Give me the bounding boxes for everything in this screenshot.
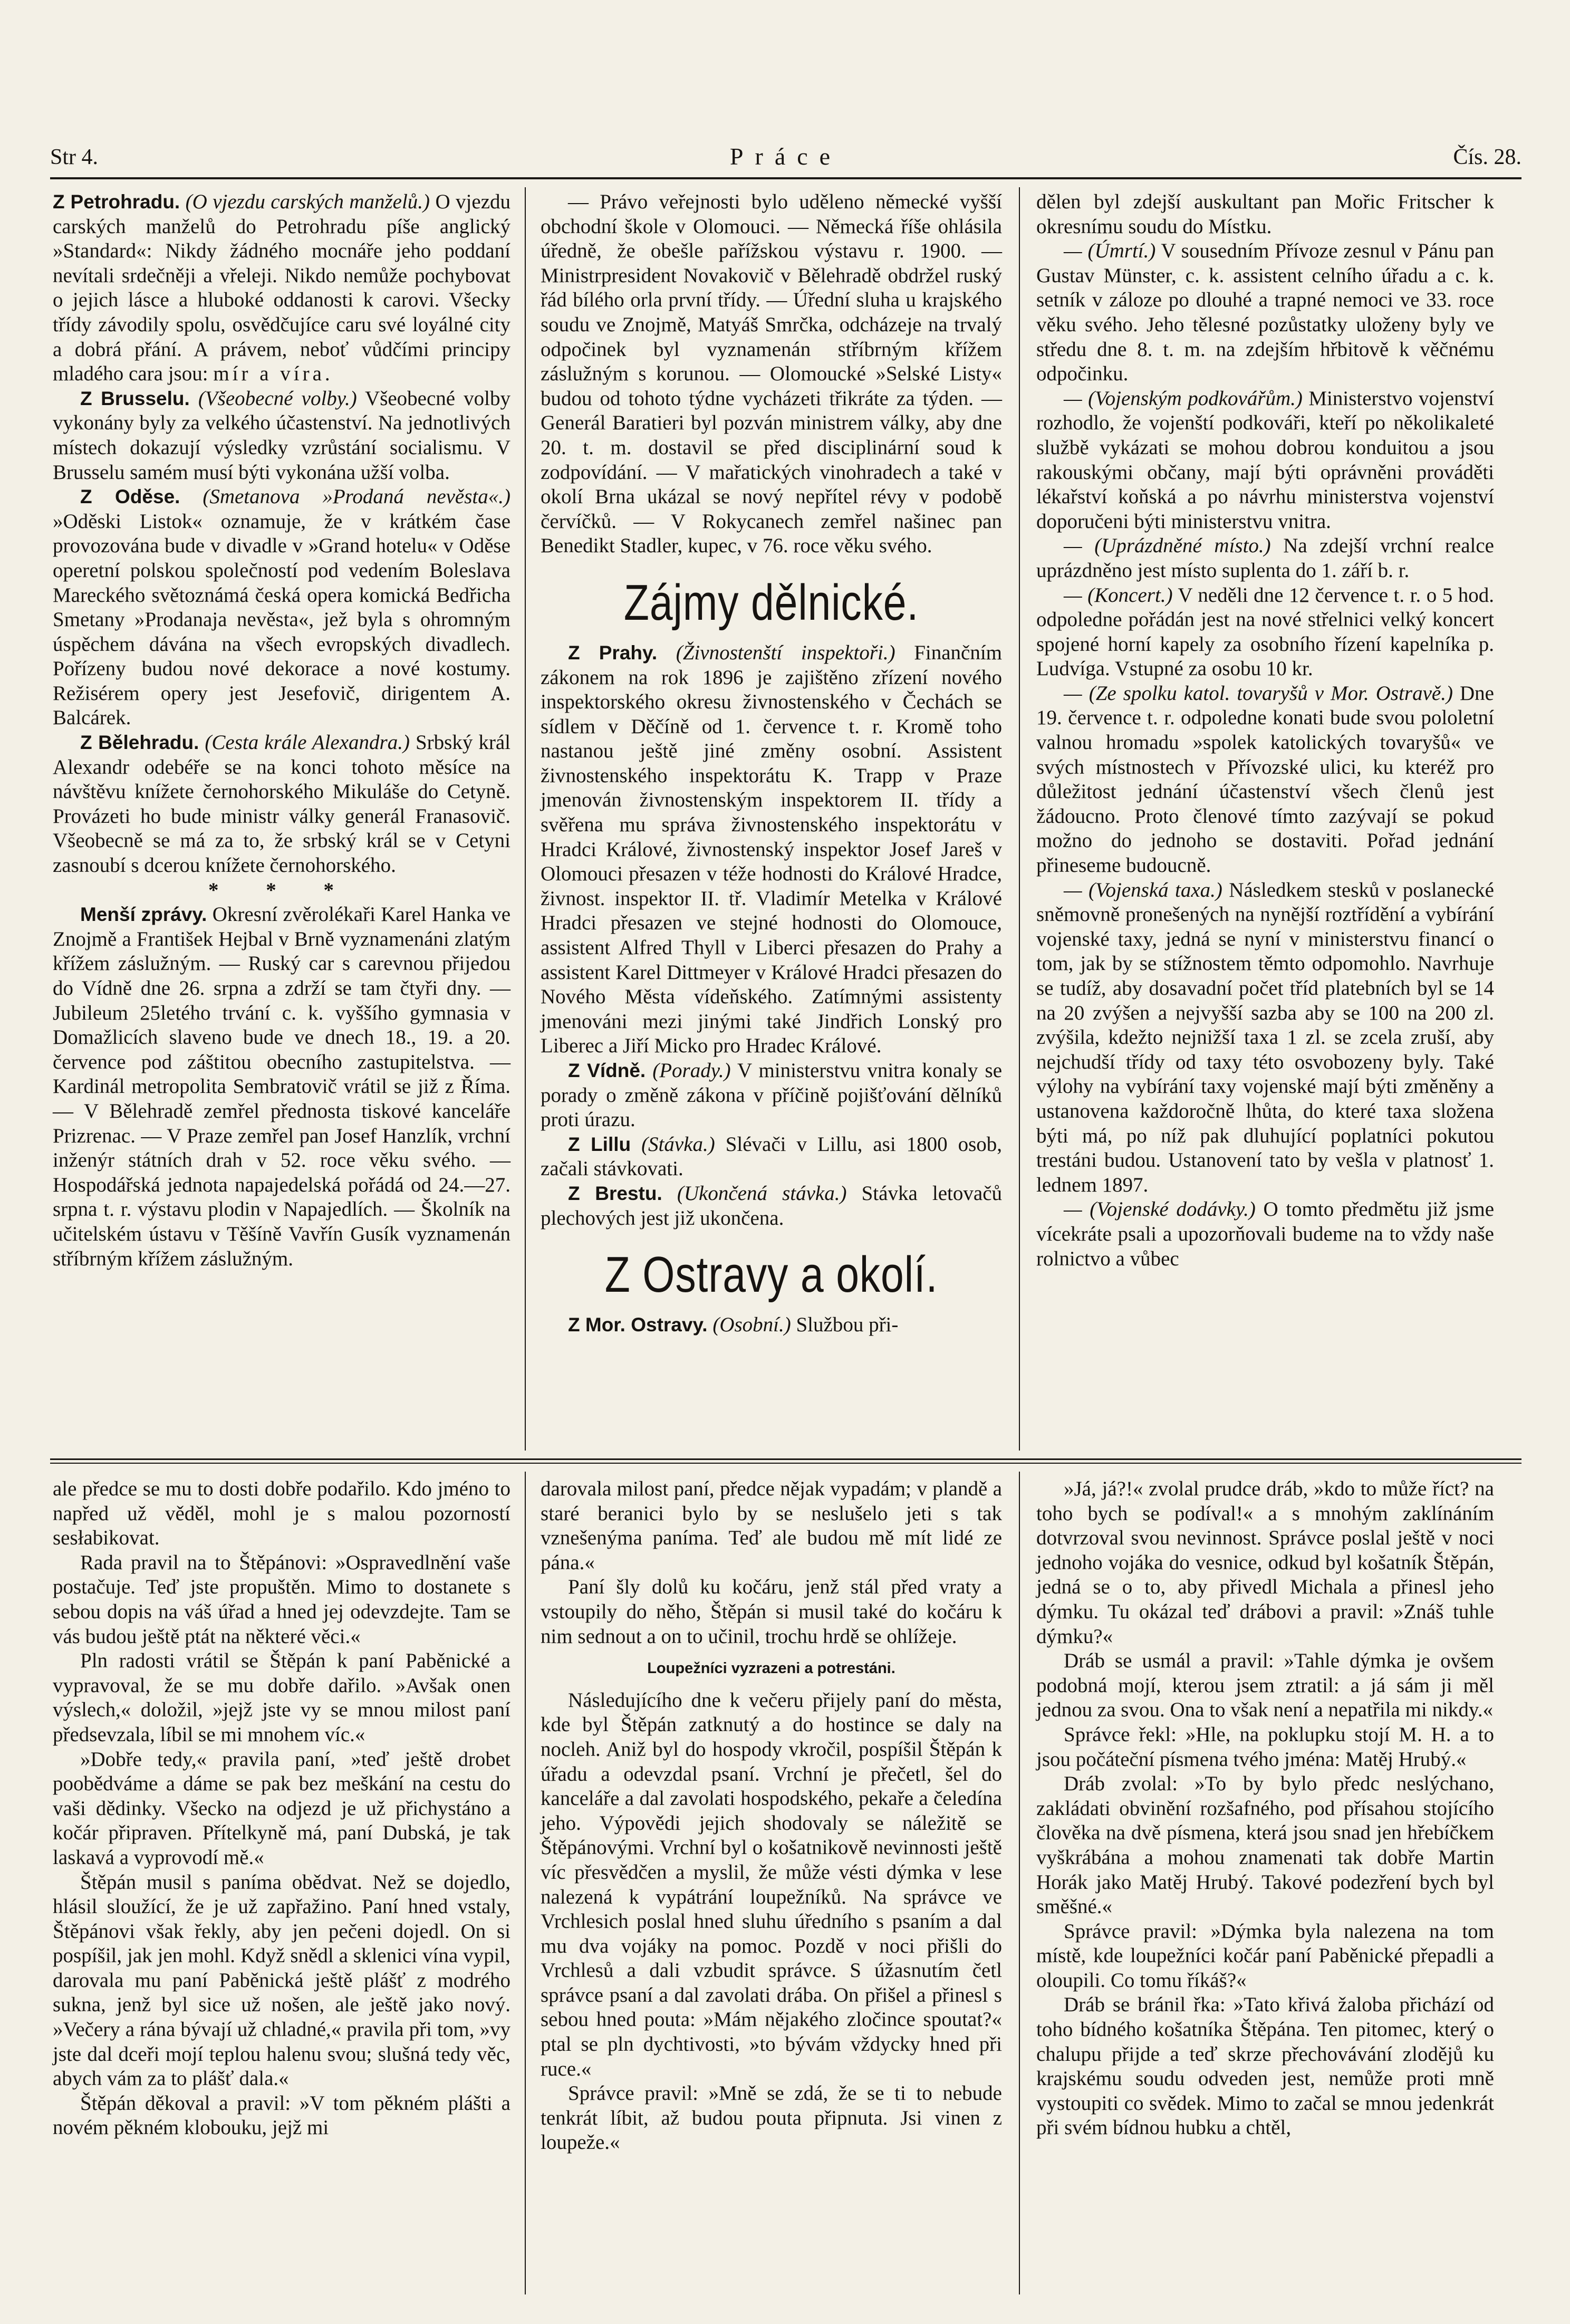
- article-petrohrad: Z Petrohradu. (O vjezdu carských manželů.) O vjezdu carských manželů do Petrohradu píše anglický »Standard«: Nikdy žádného mocnáře jeho poddaní nevítali srdečněji a vřeleji. Nikdo nemůže pochybovat o jejich lásce a hluboké oddanosti k carovi. Všecky třídy závodily spolu, osvědčujíce caru své loyálné city a dobrá přání. A právem, neboť vůdčími principy mladého cara jsou: mír a víra.: [53, 190, 511, 386]
- header-rule: [50, 177, 1521, 179]
- upper-column-3: [1036, 190, 1494, 1271]
- upper-column-2: [541, 190, 1002, 1338]
- article-praha: Z Prahy. (Živnostenští inspektoři.) Finančním zákonem na rok 1896 je zajištěno zřízení nového inspektorského okresu živnostenského v Čechách se sídlem v Děčíně od 1. července t. r. Kromě toho nastanou ještě jiné změny osobní. Assistent živnostenského inspektorátu K. Trapp v Praze jmenován živnostenským inspektorem II. třídy a svěřena mu správa živnostenského inspektorátu v Hradci Králové, živnostenský inspektor Josef Jareš v Olomouci přesazen v téže hodnosti do Králové Hradce, živnost. inspektor II. tř. Vladimír Metelka v Králové Hradci přesazen ve stejné hodnosti do Olomouce, assistent Alfred Thyll v Liberci přesazen do Prahy a assistent Karel Dittmeyer v Králové Hradci přesazen do Nového Města vídeňského. Zatímnými assistenty jmenováni mezi jinými také Jindřich Lonský pro Liberec a Jiří Micko pro Hradec Králové.: [541, 641, 1003, 1058]
- upper-column-1: [53, 190, 511, 1271]
- article-vojenske-dodavky: — (Vojenské dodávky.) O tomto předmětu již jsme vícekráte psali a upozorňovali budeme na to vždy naše rolnictvo a vůbec: [1036, 1198, 1495, 1270]
- column-rule: [525, 187, 526, 1451]
- story-paragraph: Dráb se bránil řka: »Tato křivá žaloba přichází od toho bídného košatníka Štěpána. Ten pitomec, který o chalupu přijde a teď skrze přechovávání zlodějů ku krajskému soudu odveden jest, nemůže proti mně vystoupiti co svědek. Mimo to začal se mnou jedenkrát při svém bídnou hubku a chtěl,: [1036, 1993, 1494, 2139]
- column-rule: [1019, 1472, 1020, 2294]
- headline-zajmy-delnicke: Zájmy dělnické.: [623, 574, 919, 631]
- news-continuation: — Právo veřejnosti bylo uděleno německé vyšší obchodní škole v Olomouci. — Německá říše ohlásila úředně, že obešle pařížskou výstavu r. 1900. — Ministrpresident Novakovič v Bělehradě obdržel ruský řád bílého orla první třídy. — Úřední sluha u krajského soudu ve Znojmě, Matyáš Smrčka, odcházeje na trvalý odpočinek byl vyznamenán stříbrným křížem záslužným s korunou. — Olomoucké »Selské Listy« budou od tohoto týdne vycházeti třikráte za týden. — Generál Baratieri byl pozván ministrem války, aby dne 20. t. m. dostavil se před disciplinární soud k zodpovídání. — V mařatických vinohradech a také v okolí Brna ukázal se nový nepřítel révy v podobě červíčků. — V Rokycanech zemřel našinec pan Benedikt Stadler, kupec, v 76. roce věku svého.: [541, 190, 1002, 558]
- article-brest: Z Brestu. (Ukončená stávka.) Stávka letovačů plechových jest již ukončena.: [541, 1182, 1003, 1230]
- article-vojenska-taxa: — (Vojenská taxa.) Následkem stesků v poslanecké sněmovně pronešených na nynější roztřídění a vybírání vojenské taxy, jedná se nyní v ministerstvu financí o tom, jak by se stížnostem těmto odpomohlo. Navrhuje se tudíž, aby dosavadní počet tříd platebních byl se 14 na 20 zvýšen a nejvyšší sazba aby se 100 na 200 zl. zvýšila, kdežto nejnižší taxa 1 zl. se zcela zruší, aby nejchudší třídy od taxy této osvobozeny byly. Také výlohy na vybírání taxy vojenské mají býti změněny a ustanovena každoročně lhůta, do které taxa složena býti má, po níž pak dluhující poplatníci pokutou trestáni budou. Ustanovení tato by vešla v platnosť 1. lednem 1897.: [1036, 878, 1494, 1196]
- lower-column-1: [53, 1477, 511, 2140]
- newspaper-title: Práce: [729, 143, 842, 170]
- article-odesa: Z Oděse. (Smetanova »Prodaná nevěsta«.) »Oděski Listok« oznamuje, že v krátkém čase provozována bude v divadle v »Grand hotelu« v Oděse operetní polskou společností pod vedením Boleslava Mareckého světoznámá česká opera komická Bedřicha Smetany »Prodanaja nevěsta«, jež byla s ohromným úspěchem dávána na všech evropských divadlech. Pořízeny budou nové dekorace a nové kostumy. Režisérem opery jest Jesefovič, dirigentem A. Balcárek.: [53, 485, 511, 729]
- story-paragraph: Správce řekl: »Hle, na poklupku stojí M. H. a to jsou počáteční písmena tvého jména: Matěj Hrubý.«: [1036, 1723, 1494, 1771]
- page-number: Str 4.: [50, 145, 99, 169]
- article-podkovari: — (Vojenským podkovářům.) Ministerstvo vojenství rozhodlo, že vojenští podkováři, kteří po několikaleté službě vykázati se mohou dobrou konduitou a jsou rakouskými občany, mají býti oprávněni prováděti lékařství koňská a po návrhu ministerstva vojenství doporučeni býti ministerstvu vnitra.: [1036, 387, 1494, 533]
- story-paragraph: Štěpán musil s paníma obědvat. Než se dojedlo, hlásil sloužící, že je už zapřažino. Paní hned vstaly, Štěpánovi však řekly, aby jen pečeni dojedl. On si pospíšil, jak jen mohl. Když snědl a sklenici vína vypil, darovala mu paní Paběnická ještě plášť z modrého sukna, jenž byl sice už nošen, ale ještě jako nový. »Večery a rána bývají už chladné,« pravila při tom, »vy jste dal dceři mojí teplou halenu svou; slušná tedy věc, abych vám za to plášť dala.«: [53, 1870, 511, 2090]
- story-paragraph: »Já, já?!« zvolal prudce dráb, »kdo to může říct? na toho bych se podíval!« a s mnohým zaklínáním dotvrzoval svou nevinnost. Správce poslal ještě v noci jednoho vojáka do vesnice, odkud byl košatník Štěpán, jedná se o to, aby přivedl Michala a přinesl jeho dýmku. Tu okázal teď drábovi a pravil: »Znáš tuhle dýmku?«: [1036, 1477, 1494, 1648]
- page-header: [50, 142, 1521, 175]
- story-paragraph: Pln radosti vrátil se Štěpán k paní Paběnické a vypravoval, že se mu dobře dařilo. »Avšak onen výslech,« doložil, »jejž jste vy se mnou milost paní předsevzala, líbil se mi mnohem víc.«: [53, 1649, 511, 1746]
- headline-z-ostravy: Z Ostravy a okolí.: [604, 1246, 938, 1303]
- ostrava-continuation: dělen byl zdejší auskultant pan Mořic Fritscher k okresnímu soudu do Místku.: [1036, 190, 1494, 238]
- article-belehrad: Z Bělehradu. (Cesta krále Alexandra.) Srbský král Alexandr odebéře se na konci tohoto měsíce na návštěvu knížete černohorského Mikuláše do Cetyně. Provázeti ho bude ministr války generál Franasovič. Všeobecně se má za to, že srbský král se v Cetyni zasnoubí s dcerou knížete černohorského.: [53, 731, 511, 877]
- article-mor-ostrava: Z Mor. Ostravy. (Osobní.) Službou při-: [568, 1313, 899, 1337]
- article-mensi-zpravy: Menší zprávy. Okresní zvěrolékaři Karel Hanka ve Znojmě a František Hejbal v Brně vyznamenáni zlatým křížem záslužným. — Ruský car s carevnou přijedou do Vídně dne 26. srpna a zdrží se tam čtyři dny. — Jubileum 25letého trvání c. k. vyššího gymnasia v Domažlicích slaveno bude ve dnech 18., 19. a 20. července pod záštitou obecního zastupitelstva. — Kardinál metropolita Sembratovič vrátil se již z Říma. — V Bělehradě zemřel přednosta tiskové kanceláře Prizrenac. — V Praze zemřel pan Josef Hanzlík, vrchní inženýr státních drah v 52. roce věku svého. — Hospodářská jednota napajedelská pořádá od 24.—27. srpna t. r. výstavu plodin v Napajedlích. — Školník na učitelském ústavu v Těšíně Vavřín Gusík vyznamenán stříbrným křížem záslužným.: [53, 903, 511, 1270]
- story-paragraph: darovala milost paní, předce nějak vypadám; v plandě a staré beranici bylo by se neslušelo jeti s tak vznešenýma paníma. Teď ale budou mě mít lidé ze pána.«: [541, 1477, 1002, 1574]
- article-umrti: — (Úmrtí.) V sousedním Přívoze zesnul v Pánu pan Gustav Münster, c. k. assistent celního úřadu a c. k. setník v záloze po dlouhé a trapné nemoci ve 33. roce věku svého. Jeho tělesné pozůstatky uloženy byly ve středu dne 8. t. m. na zdejším hřbitově k věčnému odpočinku.: [1036, 239, 1494, 386]
- article-koncert: — (Koncert.) V neděli dne 12 července t. r. o 5 hod. odpoledne pořádán jest na nové střelnici velký koncert spojené horní kapely za osobního řízení kapelníka p. Ludvíga. Vstupné za osobu 10 kr.: [1036, 583, 1494, 680]
- issue-number: Čís. 28.: [1453, 145, 1521, 169]
- article-brussel: Z Brusselu. (Všeobecné volby.) Všeobecné volby vykonány byly za velkého účastenství. Na jednotlivých místech dokazují výsledky vzrůstání socialismu. V Brusselu samém musí býti vykonána užší volba.: [53, 387, 511, 484]
- lower-column-3: [1036, 1477, 1494, 2140]
- article-spolek-tovarysu: — (Ze spolku katol. tovaryšů v Mor. Ostravě.) Dne 19. července t. r. odpoledne konati bude svou pololetní valnou hromadu »spolek katolických tovaryšů« ve svých místnostech v Přívozské ulici, ku kteréž pro důležitost jednání účastenství všech členů jest žádoucno. Proto členové tímto zazývají se pokud možno do jednoho se dostaviti. Pořad jednání přineseme budoucně.: [1036, 681, 1494, 877]
- article-uprazdnene-misto: — (Uprázdněné místo.) Na zdejší vrchní realce uprázdněno jest místo suplenta do 1. září b. r.: [1036, 534, 1494, 582]
- section-separator: * * *: [208, 878, 355, 901]
- section-rule: [50, 1458, 1521, 1460]
- story-paragraph: ale předce se mu to dosti dobře podařilo. Kdo jméno to napřed už věděl, mohl je s malou pozorností sesłabikovat.: [53, 1477, 511, 1550]
- story-paragraph: Rada pravil na to Štěpánovi: »Ospravedlnění vaše postačuje. Teď jste propuštěn. Mimo to dostanete s sebou dopis na váš úřad a hned jej odevzdejte. Tam se vás budou ještě ptát na některé věci.«: [53, 1551, 511, 1648]
- story-paragraph: Správce pravil: »Mně se zdá, že se ti to nebude tenkrát líbit, až budou pouta připnuta. Jsi vinen z loupeže.«: [541, 2082, 1002, 2154]
- story-paragraph: Štěpán děkoval a pravil: »V tom pěkném plášti a novém pěkném klobouku, jejž mi: [53, 2091, 511, 2139]
- article-viden: Z Vídně. (Porady.) V ministerstvu vnitra konaly se porady o změně zákona v příčině pojišťování dělníků proti úrazu.: [541, 1059, 1003, 1131]
- story-paragraph: Následujícího dne k večeru přijely paní do města, kde byl Štěpán zatknutý a do hostince se daly na nocleh. Aniž byl do hospody vkročil, pospíšil Štěpán k úřadu a odevzdal psaní. Vrchní je přečetl, šel do kanceláře a dal zavolati hospodského, pekaře a čeledína jeho. Výpovědi jejich shodovaly se náležitě se Štěpánovými. Vrchní byl o košatnikově nevinnosti ještě víc přesvědčen a myslil, že může vésti dýmka v lese nalezená k vypátrání loupežníků. Na správce ve Vrchlesich poslal hned sluhu úředního s psaním a dal mu dva vojáky na pomoc. Pozdě v noci přišli do Vrchlesů a dali vzbudit správce. S úžasnutím četl správce psaní a dal zavolati drába. On přišel a přinesl s sebou hned pouta: »Mám nějakého zločince spoutat?« ptal se pln dychtivosti, »to bývám vždycky hned při ruce.«: [541, 1688, 1002, 2080]
- story-paragraph: Dráb zvolal: »To by bylo předc neslýchano, zakládati obvinění rozšafného, pod přísahou stojícího člověka na dvě písmena, která jsou snad jen hřebíčkem vyškrábána a mohou znamenati tak dobře Martin Horák jako Matěj Hrubý. Takové podezření bych byl směšné.«: [1036, 1772, 1494, 1918]
- story-subheading: Loupežníci vyzrazeni a potrestáni.: [647, 1660, 895, 1677]
- section-rule: [50, 1463, 1521, 1464]
- story-paragraph: Dráb se usmál a pravil: »Tahle dýmka je ovšem podobná mojí, kterou jsem ztratil: a já sám ji měl jednou za svou. Ona to však není a nepatřila mi nikdy.«: [1036, 1649, 1494, 1722]
- story-paragraph: Správce pravil: »Dýmka byla nalezena na tom místě, kde loupežníci kočár paní Paběnické přepadli a oloupili. Co tomu říkáš?«: [1036, 1919, 1494, 1992]
- article-lille: Z Lillu (Stávka.) Slévači v Lillu, asi 1800 osob, začali stávkovati.: [541, 1132, 1002, 1180]
- column-rule: [525, 1472, 526, 2294]
- story-paragraph: »Dobře tedy,« pravila paní, »teď ještě drobet poobědváme a dáme se pak bez meškání na cestu do vaši dědinky. Všecko na odjezd je už přichystáno a kočár připraven. Přítelkyně má, paní Dubská, je tak laskavá a vyprovodí mě.«: [53, 1747, 511, 1869]
- column-rule: [1019, 187, 1020, 1451]
- lower-column-2: [541, 1477, 1002, 2155]
- story-paragraph: Paní šly dolů ku kočáru, jenž stál před vraty a vstoupily do něho, Štěpán si musil také do kočáru k nim sednout a on to učinil, trochu hrdě se ohlížeje.: [541, 1576, 1002, 1648]
